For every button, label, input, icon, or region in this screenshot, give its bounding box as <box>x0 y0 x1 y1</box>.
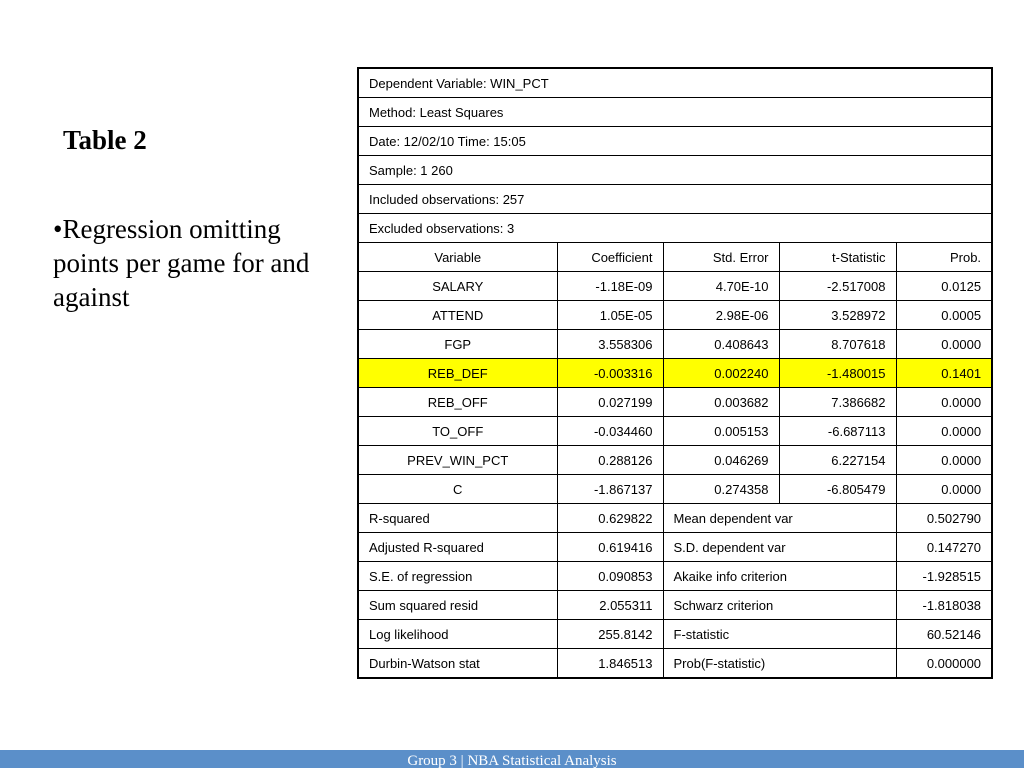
table-cell: -0.003316 <box>557 359 663 388</box>
table-cell: C <box>358 475 557 504</box>
table-cell: ATTEND <box>358 301 557 330</box>
stat-label: Sum squared resid <box>358 591 557 620</box>
table-cell: 7.386682 <box>779 388 896 417</box>
table-cell: 0.0005 <box>896 301 992 330</box>
footer-text: Group 3 | NBA Statistical Analysis <box>407 753 617 768</box>
table-cell: 0.0000 <box>896 417 992 446</box>
table-cell: 0.0000 <box>896 388 992 417</box>
stat-value: 1.846513 <box>557 649 663 679</box>
stat-label: Adjusted R-squared <box>358 533 557 562</box>
table-cell: FGP <box>358 330 557 359</box>
stat-label: Durbin-Watson stat <box>358 649 557 679</box>
table-row <box>358 475 992 504</box>
table-cell: 4.70E-10 <box>663 272 779 301</box>
table-cell: 0.027199 <box>557 388 663 417</box>
table-cell: 0.002240 <box>663 359 779 388</box>
header-row <box>358 68 992 98</box>
table-cell: 3.528972 <box>779 301 896 330</box>
header-line: Method: Least Squares <box>358 98 992 127</box>
table-cell: -6.805479 <box>779 475 896 504</box>
header-row <box>358 127 992 156</box>
table-cell: 0.0000 <box>896 330 992 359</box>
table-cell: -1.480015 <box>779 359 896 388</box>
table-cell: 0.0000 <box>896 475 992 504</box>
stat-value: 0.619416 <box>557 533 663 562</box>
header-row <box>358 98 992 127</box>
table-cell: REB_OFF <box>358 388 557 417</box>
stat-value: 2.055311 <box>557 591 663 620</box>
header-line: Sample: 1 260 <box>358 156 992 185</box>
stats-row <box>358 649 992 679</box>
table-cell: SALARY <box>358 272 557 301</box>
table-cell: TO_OFF <box>358 417 557 446</box>
header-row <box>358 156 992 185</box>
table-cell: 1.05E-05 <box>557 301 663 330</box>
table-row <box>358 446 992 475</box>
table-cell: -6.687113 <box>779 417 896 446</box>
stat-value: 0.147270 <box>896 533 992 562</box>
column-header: Variable <box>358 243 557 272</box>
stat-label: S.E. of regression <box>358 562 557 591</box>
table-row <box>358 301 992 330</box>
table-row <box>358 417 992 446</box>
table-cell: -0.034460 <box>557 417 663 446</box>
stat-value: 0.000000 <box>896 649 992 679</box>
table-cell: REB_DEF <box>358 359 557 388</box>
table-row <box>358 330 992 359</box>
header-row <box>358 185 992 214</box>
column-header: t-Statistic <box>779 243 896 272</box>
table-cell: 0.046269 <box>663 446 779 475</box>
table-cell: 6.227154 <box>779 446 896 475</box>
stat-label: Prob(F-statistic) <box>663 649 896 679</box>
stat-value: 60.52146 <box>896 620 992 649</box>
header-line: Dependent Variable: WIN_PCT <box>358 68 992 98</box>
table-cell: 0.0000 <box>896 446 992 475</box>
stat-value: 0.090853 <box>557 562 663 591</box>
table-cell: 0.0125 <box>896 272 992 301</box>
stat-value: 0.629822 <box>557 504 663 533</box>
header-line: Date: 12/02/10 Time: 15:05 <box>358 127 992 156</box>
table-cell: 0.005153 <box>663 417 779 446</box>
stat-label: S.D. dependent var <box>663 533 896 562</box>
table-row <box>358 388 992 417</box>
table-row <box>358 272 992 301</box>
stats-row <box>358 533 992 562</box>
table-cell: 0.288126 <box>557 446 663 475</box>
table-cell: 2.98E-06 <box>663 301 779 330</box>
table-cell: 0.003682 <box>663 388 779 417</box>
column-header-row <box>358 243 992 272</box>
stats-row <box>358 591 992 620</box>
table-cell: PREV_WIN_PCT <box>358 446 557 475</box>
stats-row <box>358 504 992 533</box>
stat-label: R-squared <box>358 504 557 533</box>
column-header: Prob. <box>896 243 992 272</box>
header-line: Included observations: 257 <box>358 185 992 214</box>
stat-label: F-statistic <box>663 620 896 649</box>
header-line: Excluded observations: 3 <box>358 214 992 243</box>
column-header: Coefficient <box>557 243 663 272</box>
table-cell: 8.707618 <box>779 330 896 359</box>
highlighted-row <box>358 359 992 388</box>
table-cell: -1.18E-09 <box>557 272 663 301</box>
stat-label: Akaike info criterion <box>663 562 896 591</box>
column-header: Std. Error <box>663 243 779 272</box>
footer-bar <box>0 750 1024 768</box>
slide-title: Table 2 <box>63 125 147 155</box>
stat-value: -1.928515 <box>896 562 992 591</box>
stats-row <box>358 562 992 591</box>
stat-value: 255.8142 <box>557 620 663 649</box>
table-cell: -1.867137 <box>557 475 663 504</box>
header-row <box>358 214 992 243</box>
stat-label: Mean dependent var <box>663 504 896 533</box>
table-cell: -2.517008 <box>779 272 896 301</box>
table-cell: 0.408643 <box>663 330 779 359</box>
table-cell: 3.558306 <box>557 330 663 359</box>
stats-row <box>358 620 992 649</box>
regression-table <box>357 67 993 679</box>
stat-label: Schwarz criterion <box>663 591 896 620</box>
table-cell: 0.274358 <box>663 475 779 504</box>
stat-value: -1.818038 <box>896 591 992 620</box>
stat-label: Log likelihood <box>358 620 557 649</box>
table-cell: 0.1401 <box>896 359 992 388</box>
bullet-text: •Regression omitting points per game for and against <box>53 214 310 312</box>
stat-value: 0.502790 <box>896 504 992 533</box>
